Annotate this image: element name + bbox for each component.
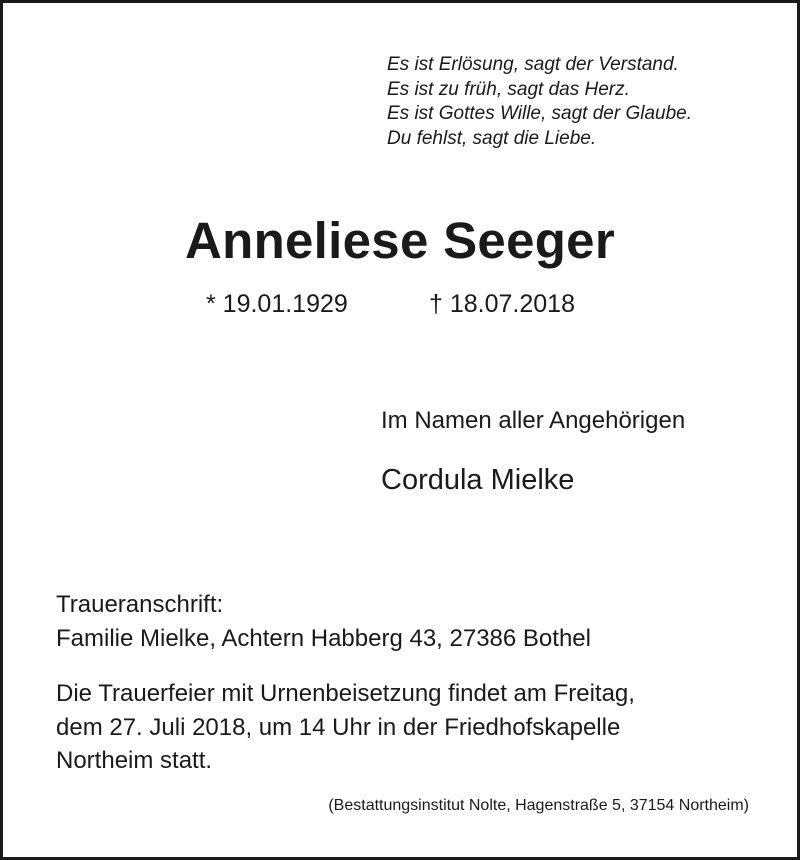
ceremony-line: Die Trauerfeier mit Urnenbeisetzung findet am Freitag, xyxy=(56,680,635,707)
deceased-name: Anneliese Seeger xyxy=(184,212,615,269)
poem-line: Du fehlst, sagt die Liebe. xyxy=(387,127,597,149)
death-date: † 18.07.2018 xyxy=(429,290,575,318)
on-behalf-text: Im Namen aller Angehörigen xyxy=(381,407,686,434)
undertaker-note: (Bestattungsinstitut Nolte, Hagenstraße 5, 37154 Northeim) xyxy=(328,797,749,814)
mourning-address xyxy=(56,588,591,656)
ceremony-line: dem 27. Juli 2018, um 14 Uhr in der Friedhofskapelle xyxy=(56,713,621,741)
poem-line: Es ist Erlösung, sagt der Verstand. xyxy=(387,54,679,75)
signer-name: Cordula Mielke xyxy=(381,464,575,496)
poem-quote xyxy=(387,53,692,151)
poem-line: Es ist Gottes Wille, sagt der Glaube. xyxy=(387,103,693,124)
ceremony-info xyxy=(56,677,776,778)
poem-line: Es ist zu früh, sagt das Herz. xyxy=(387,78,630,100)
birth-date: * 19.01.1929 xyxy=(206,290,348,318)
address-label: Traueranschrift: xyxy=(56,591,224,618)
address-line: Familie Mielke, Achtern Habberg 43, 27386 Bothel xyxy=(56,625,591,652)
ceremony-line: Northeim statt. xyxy=(56,747,213,774)
